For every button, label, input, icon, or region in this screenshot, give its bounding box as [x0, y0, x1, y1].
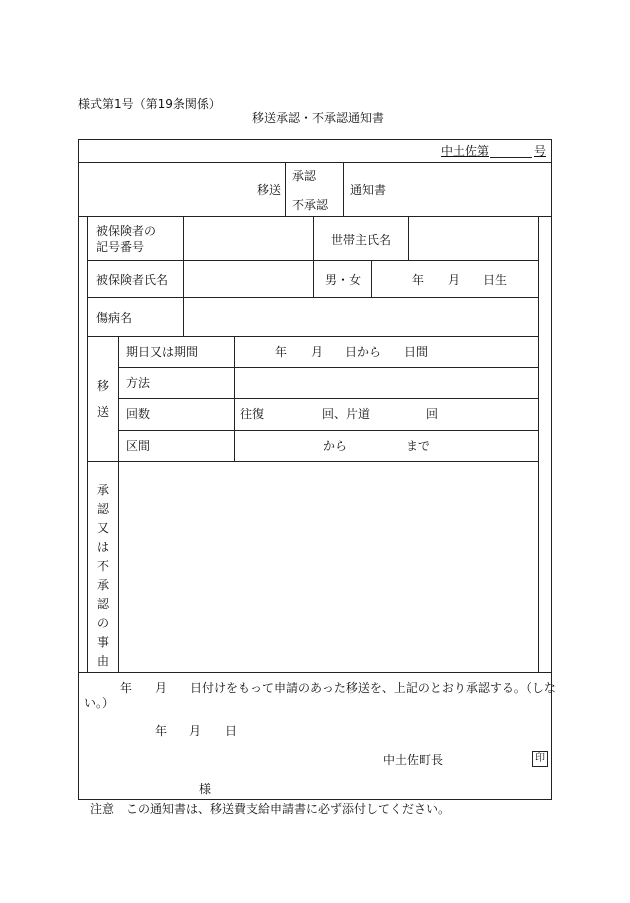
date-year: 年: [155, 724, 168, 738]
period-days: 日間: [404, 345, 429, 359]
option-approve: 承認: [292, 169, 317, 183]
gender-field: 男・女: [325, 273, 362, 287]
period-year: 年: [275, 345, 288, 359]
count-label: 回数: [126, 407, 151, 421]
one-way: 回、片道: [322, 407, 371, 421]
mayor-title: 中土佐町長: [383, 753, 444, 767]
birth-month: 月: [448, 273, 461, 287]
applied-month: 月: [155, 681, 168, 695]
document-title: 移送承認・不承認通知書: [252, 111, 385, 125]
note-text: 注意 この通知書は、移送費支給申請書に必ず添付してください。: [90, 802, 451, 816]
disease-label: 傷病名: [96, 311, 133, 325]
notice-suffix-title: 通知書: [350, 183, 387, 197]
period-label: 期日又は期間: [126, 345, 199, 359]
round-trip: 往復: [240, 407, 265, 421]
period-from: 日から: [345, 345, 382, 359]
recipient-suffix: 様: [199, 782, 212, 796]
transfer-section-label: 移 送: [96, 379, 109, 419]
birth-year: 年: [412, 273, 425, 287]
symbol-number-label-2: 記号番号: [96, 240, 145, 254]
date-day: 日: [225, 724, 238, 738]
times: 回: [426, 407, 439, 421]
notice-office: 中土佐第: [441, 144, 490, 158]
seal-mark: 印: [532, 751, 548, 767]
date-month: 月: [189, 724, 202, 738]
route-to: まで: [406, 439, 431, 453]
period-month: 月: [311, 345, 324, 359]
symbol-number-label-1: 被保険者の: [96, 224, 157, 238]
option-reject: 不承認: [292, 198, 329, 212]
route-from: から: [323, 439, 348, 453]
approval-sentence-1: 日付けをもって申請のあった移送を、上記のとおり承認する。（しな: [190, 681, 556, 695]
insured-name-label: 被保険者氏名: [96, 273, 169, 287]
approval-sentence-2: い。）: [84, 696, 115, 710]
method-label: 方法: [126, 376, 151, 390]
form-number: 様式第1号（第19条関係）: [78, 97, 221, 111]
notice-suffix: 号: [534, 144, 547, 158]
applied-year: 年: [120, 681, 133, 695]
notice-number-blank: [490, 157, 532, 158]
notice-prefix: 移送: [257, 183, 282, 197]
head-of-household-label: 世帯主氏名: [331, 233, 392, 247]
birth-day: 日生: [483, 273, 508, 287]
reason-label: 承 認 又 は 不 承 認 の 事 由: [96, 483, 109, 668]
route-label: 区間: [126, 439, 151, 453]
